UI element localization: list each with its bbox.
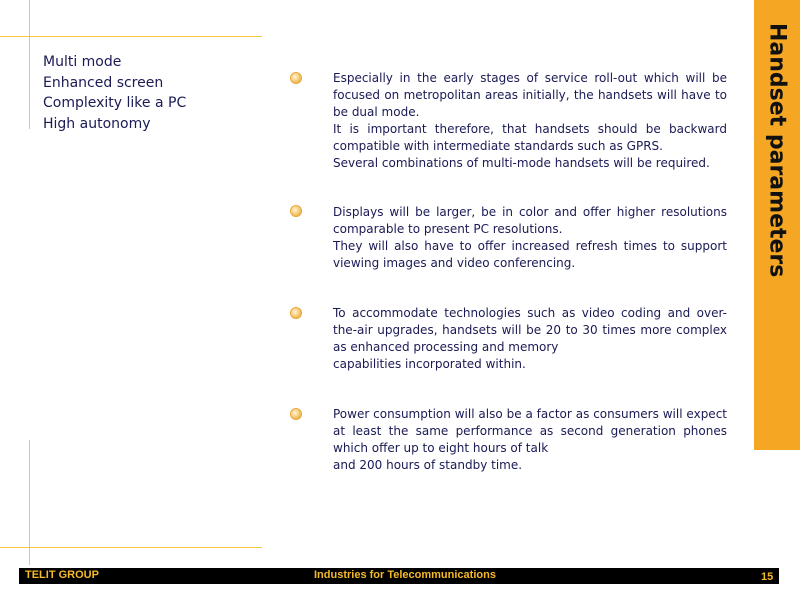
bullet-paragraph-complexity [333, 305, 727, 373]
paragraph-line: They will also have to offer increased refresh times to support viewing images and video conferencing. [333, 239, 727, 270]
summary-item-complexity: Complexity like a PC [43, 95, 187, 111]
footer-bar [19, 568, 779, 584]
footer-company: TELIT GROUP [25, 569, 99, 581]
summary-item-multi-mode: Multi mode [43, 54, 122, 70]
summary-item-enhanced-screen: Enhanced screen [43, 74, 164, 91]
paragraph-line: Displays will be larger, be in color and offer higher resolutions comparable to present PC resolutions. [333, 205, 727, 236]
summary-list [43, 52, 186, 134]
paragraph-line: Several combinations of multi-mode handsets will be required. [333, 156, 710, 170]
paragraph-line: It is important therefore, that handsets should be backward compatible with intermediate standards such as GPRS. [333, 122, 727, 153]
paragraph-line: and 200 hours of standby time. [333, 458, 523, 472]
top-vertical-rule [29, 0, 30, 129]
bullet-dot-icon [291, 73, 301, 83]
top-horizontal-rule [0, 36, 262, 37]
bullet-dot-icon [291, 409, 301, 419]
slide-title: Handset parameters [764, 22, 790, 278]
bullet-paragraph-dual-mode [333, 70, 727, 172]
page-number: 15 [761, 571, 774, 583]
paragraph-line: Especially in the early stages of service roll-out which will be focused on metropolitan areas initially, the handsets will have to be dual mode. [333, 71, 727, 119]
paragraph-line: capabilities incorporated within. [333, 357, 526, 371]
paragraph-line: Power consumption will also be a factor as consumers will expect at least the same performance as second generation phones which offer up to eight hours of talk [333, 407, 727, 455]
bullet-dot-icon [291, 206, 301, 216]
summary-item-autonomy: High autonomy [43, 115, 151, 132]
paragraph-line: To accommodate technologies such as video coding and over-the-air upgrades, handsets will be 20 to 30 times more complex as enhanced processing and memory [333, 306, 727, 354]
bullet-dot-icon [291, 308, 301, 318]
bullet-paragraph-power [333, 406, 727, 474]
bottom-horizontal-rule [0, 547, 262, 548]
bullet-paragraph-displays [333, 204, 727, 272]
footer-tagline: Industries for Telecommunications [314, 569, 496, 581]
